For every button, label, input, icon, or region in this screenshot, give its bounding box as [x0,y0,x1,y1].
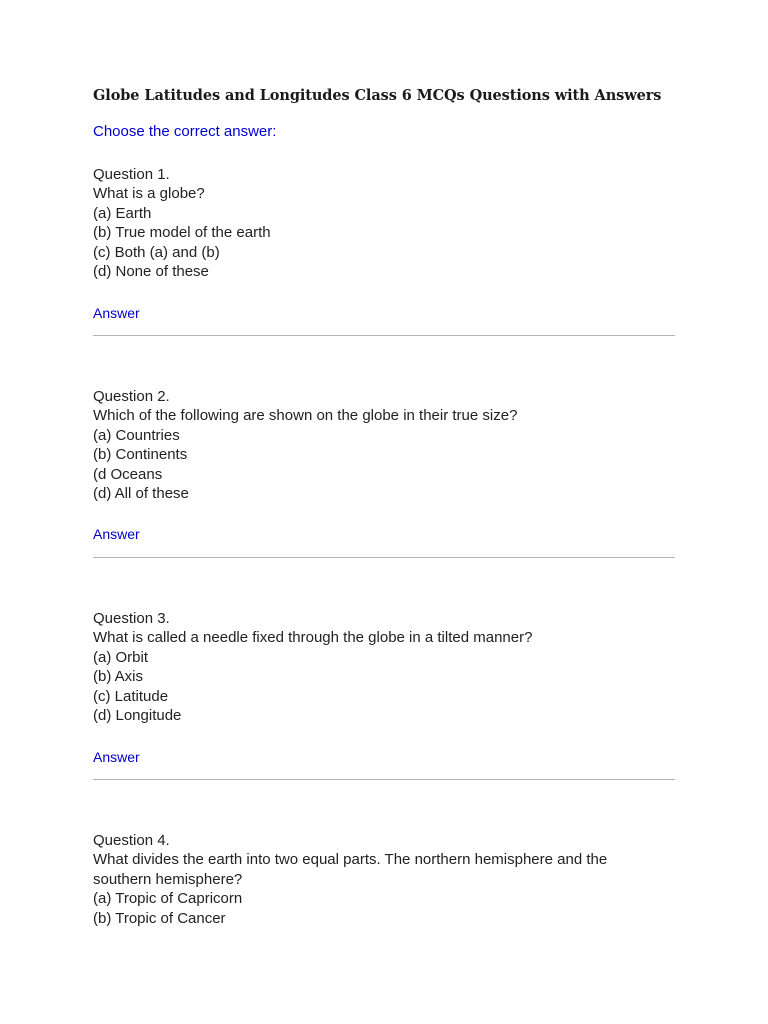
answer-toggle-q2[interactable]: Answer [93,526,140,542]
answer-toggle-q1[interactable]: Answer [93,305,140,321]
question-text-continued: southern hemisphere? [93,870,243,888]
option-a: (a) Earth [93,204,152,222]
question-4 [93,831,675,928]
question-text: Which of the following are shown on the globe in their true size? [93,407,518,425]
question-number: Question 1. [93,166,170,183]
question-text: What divides the earth into two equal parts. The northern hemisphere and the [93,851,608,869]
question-2 [93,387,675,503]
option-a: (a) Orbit [93,648,149,666]
question-3 [93,609,675,725]
answer-toggle-q3[interactable]: Answer [93,749,140,765]
divider [93,779,675,780]
question-number: Question 4. [93,832,170,849]
question-text: What is a globe? [93,185,205,203]
option-a: (a) Tropic of Capricorn [93,890,243,908]
option-d: (d) All of these [93,485,189,503]
option-c: (d Oceans [93,465,163,483]
question-1 [93,165,675,281]
instruction-text: Choose the correct answer: [93,123,277,140]
option-d: (d) None of these [93,263,209,281]
divider [93,335,675,336]
document-title: Globe Latitudes and Longitudes Class 6 MCQs Questions with Answers [93,87,662,104]
divider [93,557,675,558]
option-d: (d) Longitude [93,707,182,725]
option-a: (a) Countries [93,426,180,444]
option-b: (b) True model of the earth [93,224,271,242]
question-number: Question 2. [93,388,170,405]
option-b: (b) Tropic of Cancer [93,909,226,927]
option-c: (c) Both (a) and (b) [93,243,220,261]
option-c: (c) Latitude [93,687,169,705]
question-text: What is called a needle fixed through the globe in a tilted manner? [93,629,533,647]
option-b: (b) Axis [93,668,144,686]
question-number: Question 3. [93,610,170,627]
option-b: (b) Continents [93,446,188,464]
